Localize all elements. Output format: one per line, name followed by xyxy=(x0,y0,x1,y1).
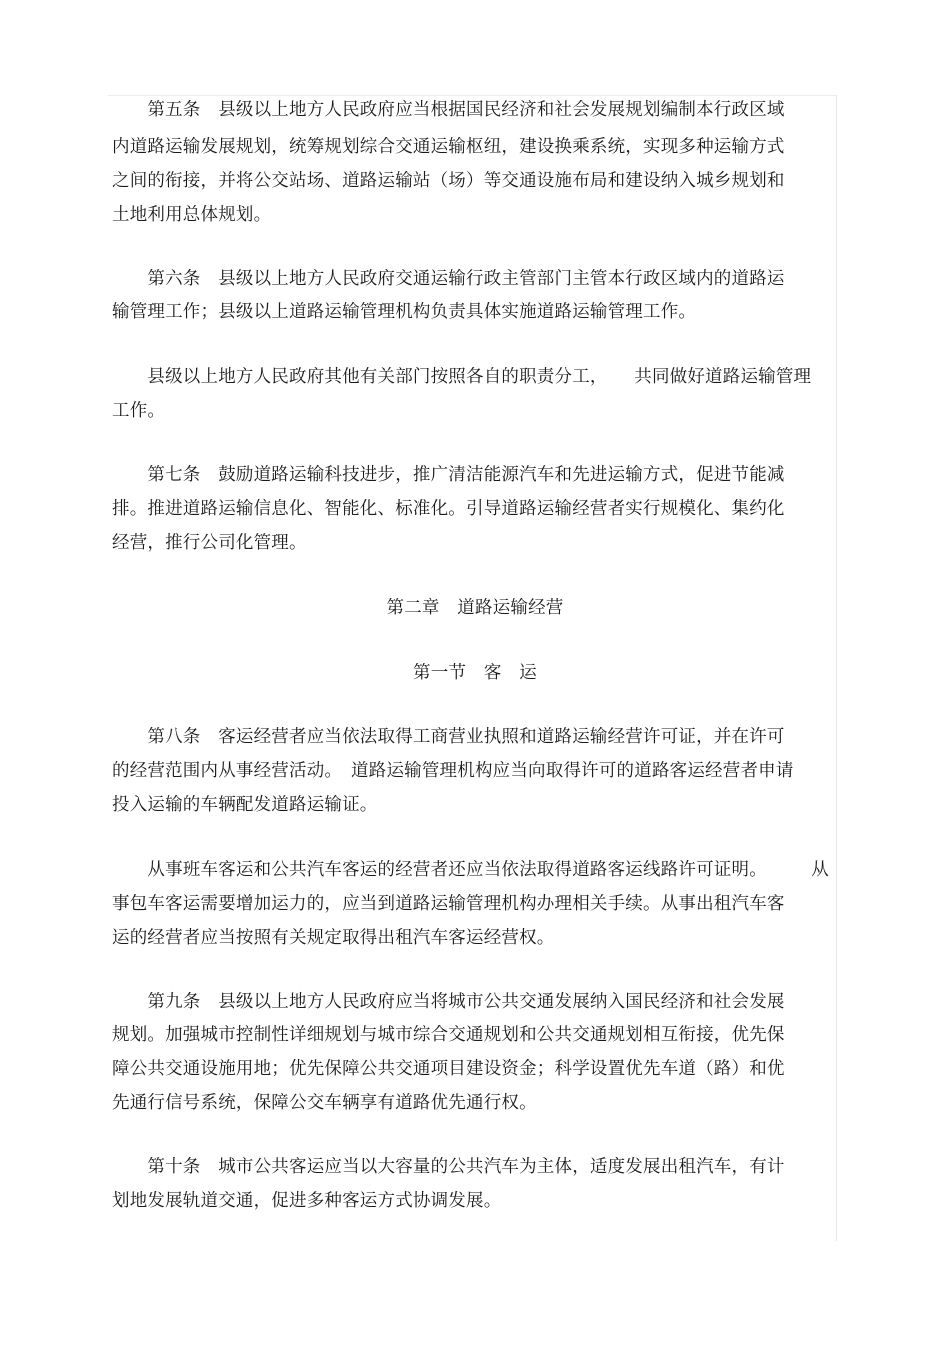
text-line: 第六条 县级以上地方人民政府交通运输行政主管部门主管本行政区域内的道路运 xyxy=(112,269,785,289)
text-line: 之间的衔接，并将公交站场、道路运输站（场）等交通设施布局和建设纳入城乡规划和 xyxy=(112,171,785,191)
text-line: 经营，推行公司化管理。 xyxy=(112,533,307,553)
text-line: 先通行信号系统，保障公交车辆享有道路优先通行权。 xyxy=(112,1093,537,1113)
text-line: 障公共交通设施用地；优先保障公共交通项目建设资金；科学设置优先车道（路）和优 xyxy=(112,1059,785,1079)
text-line: 土地利用总体规划。 xyxy=(112,205,272,225)
text-line: 第五条 县级以上地方人民政府应当根据国民经济和社会发展规划编制本行政区域 xyxy=(112,100,785,120)
text-line: 的经营范围内从事经营活动。 道路运输管理机构应当向取得许可的道路客运经营者申请 xyxy=(112,761,794,781)
text-line: 输管理工作；县级以上道路运输管理机构负责具体实施道路运输管理工作。 xyxy=(112,302,697,322)
text-line: 工作。 xyxy=(112,401,166,421)
text-line: 内道路运输发展规划，统筹规划综合交通运输枢纽，建设换乘系统，实现多种运输方式 xyxy=(112,137,785,157)
text-line: 事包车客运需要增加运力的，应当到道路运输管理机构办理相关手续。从事出租汽车客 xyxy=(112,894,785,914)
text-line: 划地发展轨道交通，促进多种客运方式协调发展。 xyxy=(112,1191,502,1211)
text-line: 投入运输的车辆配发道路运输证。 xyxy=(112,795,378,815)
text-line: 第九条 县级以上地方人民政府应当将城市公共交通发展纳入国民经济和社会发展 xyxy=(112,992,785,1012)
text-line: 第七条 鼓励道路运输科技进步，推广清洁能源汽车和先进运输方式，促进节能减 xyxy=(112,465,785,485)
text-line: 排。推进道路运输信息化、智能化、标准化。引导道路运输经营者实行规模化、集约化 xyxy=(112,499,785,519)
text-line: 第十条 城市公共客运应当以大容量的公共汽车为主体，适度发展出租汽车，有计 xyxy=(112,1157,785,1177)
section-title: 第一节 客 运 xyxy=(413,663,537,683)
chapter-title: 第二章 道路运输经营 xyxy=(386,598,564,618)
text-line: 第八条 客运经营者应当依法取得工商营业执照和道路运输经营许可证，并在许可 xyxy=(112,727,785,747)
text-line: 规划。加强城市控制性详细规划与城市综合交通规划和公共交通规划相互衔接，优先保 xyxy=(112,1025,785,1045)
text-line: 县级以上地方人民政府其他有关部门按照各自的职责分工， 共同做好道路运输管理 xyxy=(112,367,812,387)
text-line: 从事班车客运和公共汽车客运的经营者还应当依法取得道路客运线路许可证明。 从 xyxy=(112,860,829,880)
text-line: 运的经营者应当按照有关规定取得出租汽车客运经营权。 xyxy=(112,928,555,948)
